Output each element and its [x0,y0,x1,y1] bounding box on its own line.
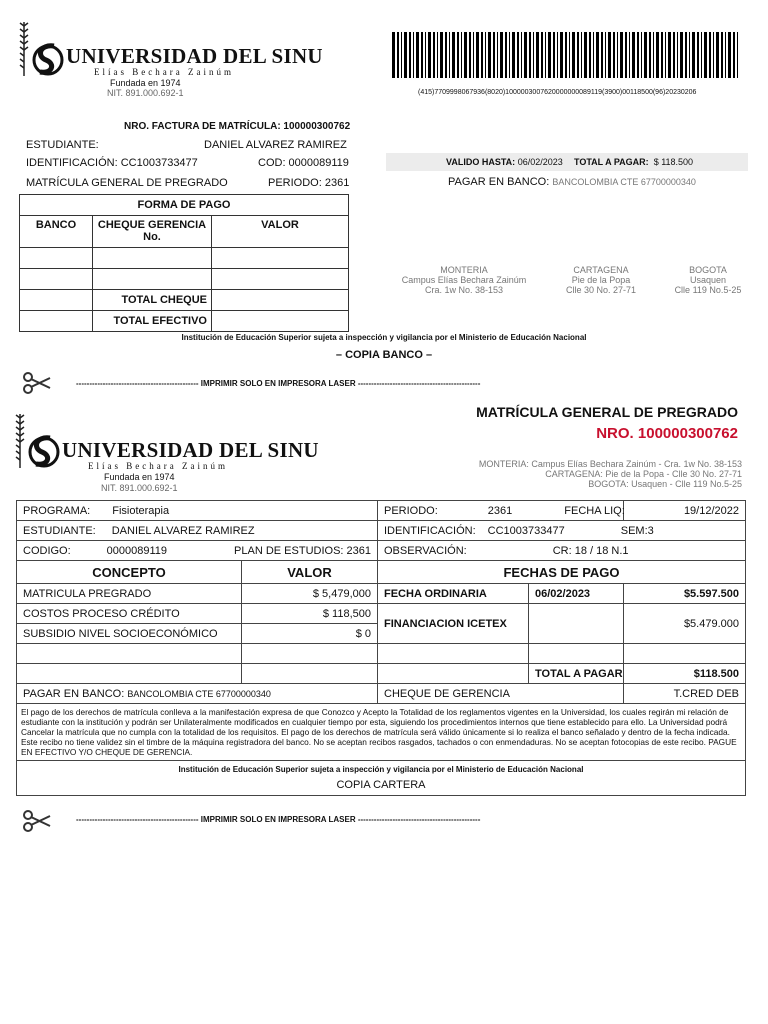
period-cell [378,501,624,521]
item-name: COSTOS PROCESO CRÉDITO [17,604,242,624]
observation-cell [378,541,746,561]
address-line: CARTAGENA: Pie de la Popa - Clle 30 No. 27-71 [545,469,742,479]
address-line: BOGOTA: Usaquen - Clle 119 No.5-25 [588,479,742,489]
student-label: ESTUDIANTE: [26,139,99,151]
valid-until-value: 06/02/2023 [517,157,563,167]
invoice-number: NRO. FACTURA DE MATRÍCULA: 100000300762 [124,121,351,132]
cut-line: ---------------------------------------------- IMPRIMIR SOLO EN IMPRESORA LASER ---------------------------------------------- [76,815,481,824]
university-logo-icon [14,408,64,472]
student-value: DANIEL ALVAREZ RAMIREZ [111,524,255,537]
validity-bar [386,153,748,171]
item-value: $ 118,500 [242,604,378,624]
student-cell [17,521,378,541]
item-value: $ 5,479,000 [242,584,378,604]
billing-table [16,500,746,796]
col-value: VALOR [212,216,349,248]
period-label: PERIODO: [384,504,438,517]
icetex-value: $5.479.000 [624,604,746,644]
table-cell [93,269,212,290]
cut-line: ---------------------------------------------- IMPRIMIR SOLO EN IMPRESORA LASER ---------------------------------------------- [76,379,481,388]
payment-dates-header: FECHAS DE PAGO [378,561,746,584]
university-name: UNIVERSIDAD DEL SINU [62,438,319,462]
university-name: UNIVERSIDAD DEL SINU [66,44,323,68]
university-subtitle: Elías Bechara Zainúm [88,461,228,471]
ordinary-date: 06/02/2023 [529,584,624,604]
student-label: ESTUDIANTE: [23,524,96,537]
campus-city: MONTERIA [440,265,488,275]
legal-text: El pago de los derechos de matrícula conlleva a la manifestación expresa de que Conozco y Acepto la Totalidad de los reglamentos vigentes en la Universidad, los cuales regirán mi relación de estudiante con la institución y podrán ser Unilateralmente modificados en cualquier tiempo por esta, siguiendo los procedimientos internos que tiene establecido para ello. La Universidad podrá Cancelar la matrícula que no cumpla con la totalidad de los requisitos. El pago de los derechos de matrícula será válido únicamente si lo realiza el banco señalado y dentro de la fecha indicada. Este recibo no tiene validez sin el timbre de la máquina registradora del banco. No se aceptan recibos rasgados, tachados o con enmendaduras. No se aceptan fotocopias de este recibo. PAGUE EN EFECTIVO Y/O CHEQUE DE GERENCIA. [17,704,746,761]
table-cell [20,248,93,269]
student-code: COD: 0000089119 [258,157,349,169]
valid-until [446,157,563,167]
table-cell [20,311,93,332]
observation-label: OBSERVACIÓN: [384,544,467,557]
table-cell [212,290,349,311]
program-cell [17,501,378,521]
receipt-title: MATRÍCULA GENERAL DE PREGRADO [476,404,738,420]
semester: SEM:3 [620,524,654,537]
item-name: SUBSIDIO NIVEL SOCIOECONÓMICO [17,624,242,644]
table-cell [17,664,242,684]
liq-date-label: FECHA LIQ: [564,504,625,517]
total-to-pay-label: TOTAL A PAGAR: [574,157,649,167]
nit-text: NIT. 891.000.692-1 [101,483,178,493]
concept-header: CONCEPTO [17,561,242,584]
table-cell [20,269,93,290]
bank-cell [17,684,378,704]
icetex-label: FINANCIACION ICETEX [378,604,529,644]
code-cell [17,541,378,561]
institution-note: Institución de Educación Superior sujeta a inspección y vigilancia por el Ministerio de Educación Nacional [178,765,584,774]
code-value: 0000089119 [106,544,168,557]
total-value: $118.500 [624,664,746,684]
campus-line: Clle 119 No.5-25 [674,285,742,295]
tcred-label: T.CRED DEB [624,684,746,704]
table-cell [212,269,349,290]
campus-city: CARTAGENA [573,265,629,275]
total-check-label: TOTAL CHEQUE [93,290,212,311]
period-value: 2361 [487,504,513,517]
table-cell [20,290,93,311]
campus-line: Usaquen [689,275,727,285]
student-name: DANIEL ALVAREZ RAMIREZ [204,139,347,151]
university-subtitle: Elías Bechara Zainúm [94,67,234,77]
campus-cartagena [548,265,654,295]
total-cash-label: TOTAL EFECTIVO [93,311,212,332]
scissors-icon [22,372,52,394]
valid-until-label: VALIDO HASTA: [446,157,516,167]
institution-note: Institución de Educación Superior sujeta a inspección y vigilancia por el Ministerio de Educación Nacional [181,333,587,342]
barcode-text: (415)7709998067936(8020)1000003007620000000089119(3900)00118500(96)20230206 [418,89,697,96]
campus-line: Clle 30 No. 27-71 [565,285,637,295]
table-cell [212,248,349,269]
table-cell [529,604,624,644]
pay-bank [448,176,696,188]
cheque-label: CHEQUE DE GERENCIA [378,684,624,704]
ordinary-value: $5.597.500 [624,584,746,604]
footer-cell [17,761,746,796]
university-logo-icon [18,16,68,80]
col-check: CHEQUE GERENCIA No. [93,216,212,248]
copy-cartera-label: COPIA CARTERA [336,779,426,791]
item-name: MATRICULA PREGRADO [17,584,242,604]
addresses [479,459,742,489]
matricula-type: MATRÍCULA GENERAL DE PREGRADO [26,177,228,189]
campus-bogota [668,265,748,295]
identification: IDENTIFICACIÓN: CC1003733477 [26,157,198,169]
payment-form-title: FORMA DE PAGO [20,195,349,216]
barcode-image [392,32,742,78]
period: PERIODO: 2361 [268,177,350,189]
table-cell [242,644,378,664]
founded-text: Fundada en 1974 [104,472,175,482]
pay-bank-label: PAGAR EN BANCO: [448,176,550,188]
credits: CR: 18 / 18 N.1 [552,544,629,557]
table-cell [378,644,529,664]
table-cell [93,248,212,269]
id-cell [378,521,746,541]
program-label: PROGRAMA: [23,504,91,517]
total-to-pay [574,157,693,167]
bank-value: BANCOLOMBIA CTE 67700000340 [127,688,271,699]
table-cell [624,644,746,664]
program-value: Fisioterapia [112,504,170,517]
campus-line: Campus Elías Bechara Zainúm [401,275,527,285]
pay-bank-value: BANCOLOMBIA CTE 67700000340 [552,177,696,187]
study-plan: PLAN DE ESTUDIOS: 2361 [234,544,371,557]
campus-line: Pie de la Popa [571,275,631,285]
id-value: CC1003733477 [487,524,565,537]
liq-date-value: 19/12/2022 [624,501,746,521]
col-bank: BANCO [20,216,93,248]
id-label: IDENTIFICACIÓN: [384,524,476,537]
campus-city: BOGOTA [689,265,727,275]
table-cell [242,664,378,684]
bank-label: PAGAR EN BANCO: [23,687,125,700]
address-line: MONTERIA: Campus Elías Bechara Zainúm - Cra. 1w No. 38-153 [478,459,742,469]
table-cell [212,311,349,332]
ordinary-date-label: FECHA ORDINARIA [378,584,529,604]
copy-bank-label: – COPIA BANCO – [335,349,433,361]
scissors-icon [22,810,52,832]
code-label: CODIGO: [23,544,71,557]
campus-monteria [396,265,532,295]
receipt-number: NRO. 100000300762 [596,425,738,442]
value-header: VALOR [242,561,378,584]
table-cell [529,644,624,664]
total-to-pay-value: $ 118.500 [653,157,694,167]
nit-text: NIT. 891.000.692-1 [107,88,184,98]
table-cell [17,644,242,664]
total-label: TOTAL A PAGAR [529,664,624,684]
item-value: $ 0 [242,624,378,644]
payment-form-table [19,194,349,332]
campus-line: Cra. 1w No. 38-153 [424,285,504,295]
founded-text: Fundada en 1974 [110,78,181,88]
table-cell [378,664,529,684]
